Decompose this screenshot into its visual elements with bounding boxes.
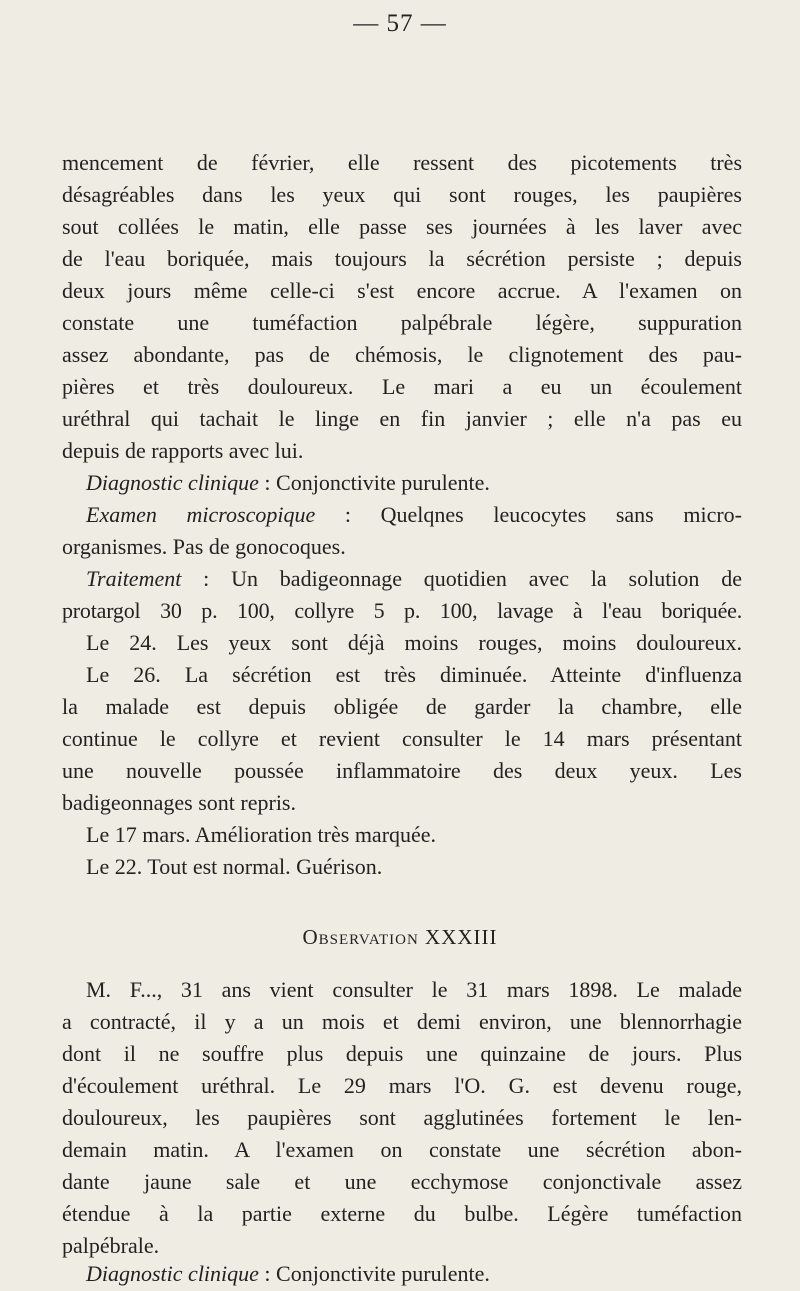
diagnostic-label: Diagnostic clinique (86, 1261, 259, 1286)
text-line: une nouvelle poussée inflammatoire des deux yeux. Les (62, 758, 742, 783)
text-line: assez abondante, pas de chémosis, le clignotement des pau- (62, 342, 742, 367)
text-line: dante jaune sale et une ecchymose conjonctivale assez (62, 1169, 742, 1194)
treatment-line (86, 564, 742, 594)
text-line: constate une tuméfaction palpébrale légère, suppuration (62, 310, 742, 335)
text-line: pières et très douloureux. Le mari a eu un écoulement (62, 374, 742, 399)
text-line: a contracté, il y a un mois et demi environ, une blennorrhagie (62, 1009, 742, 1034)
text-line: sout collées le matin, elle passe ses journées à les laver avec (62, 214, 742, 239)
diagnostic-line (86, 468, 742, 498)
text-line: protargol 30 p. 100, collyre 5 p. 100, lavage à l'eau boriquée. (62, 598, 742, 623)
treatment-label: Traitement (86, 566, 182, 591)
diagnostic-label: Diagnostic clinique (86, 470, 259, 495)
text-line: deux jours même celle-ci s'est encore accrue. A l'examen on (62, 278, 742, 303)
text-line: Le 24. Les yeux sont déjà moins rouges, moins douloureux. (86, 630, 742, 655)
text-line: d'écoulement uréthral. Le 29 mars l'O. G. est devenu rouge, (62, 1073, 742, 1098)
text-line: M. F..., 31 ans vient consulter le 31 mars 1898. Le malade (86, 977, 742, 1002)
text-line: continue le collyre et revient consulter le 14 mars présentant (62, 726, 742, 751)
page-number: — 57 — (353, 10, 447, 37)
observation-heading: Observation XXXIII (302, 925, 498, 949)
text-line: la malade est depuis obligée de garder la chambre, elle (62, 694, 742, 719)
text-line: dont il ne souffre plus depuis une quinzaine de jours. Plus (62, 1041, 742, 1066)
treatment-text: : Un badigeonnage quotidien avec la solution de (181, 566, 742, 591)
text-line: Le 17 mars. Amélioration très marquée. (86, 822, 437, 847)
text-line: douloureux, les paupières sont agglutinées fortement le len- (62, 1105, 742, 1130)
diagnostic-text: : Conjonctivite purulente. (258, 470, 490, 495)
text-line: étendue à la partie externe du bulbe. Légère tuméfaction (62, 1201, 742, 1226)
text-line: palpébrale. (62, 1233, 160, 1258)
text-line: désagréables dans les yeux qui sont rouges, les paupières (62, 182, 742, 207)
diagnostic-line (86, 1259, 742, 1289)
text-line: Le 22. Tout est normal. Guérison. (86, 854, 383, 879)
text-line: badigeonnages sont repris. (62, 790, 296, 815)
text-line: Le 26. La sécrétion est très diminuée. Atteinte d'influenza (86, 662, 742, 687)
text-line: de l'eau boriquée, mais toujours la sécrétion persiste ; depuis (62, 246, 742, 271)
text-line: depuis de rapports avec lui. (62, 438, 304, 463)
exam-text: : Quelqnes leucocytes sans micro- (315, 502, 742, 527)
text-line: uréthral qui tachait le linge en fin janvier ; elle n'a pas eu (62, 406, 742, 431)
diagnostic-text: : Conjonctivite purulente. (258, 1261, 490, 1286)
exam-label: Examen microscopique (86, 502, 316, 527)
exam-line (86, 500, 742, 530)
text-line: mencement de février, elle ressent des picotements très (62, 150, 742, 175)
text-line: organismes. Pas de gonocoques. (62, 534, 346, 559)
text-line: demain matin. A l'examen on constate une sécrétion abon- (62, 1137, 742, 1162)
